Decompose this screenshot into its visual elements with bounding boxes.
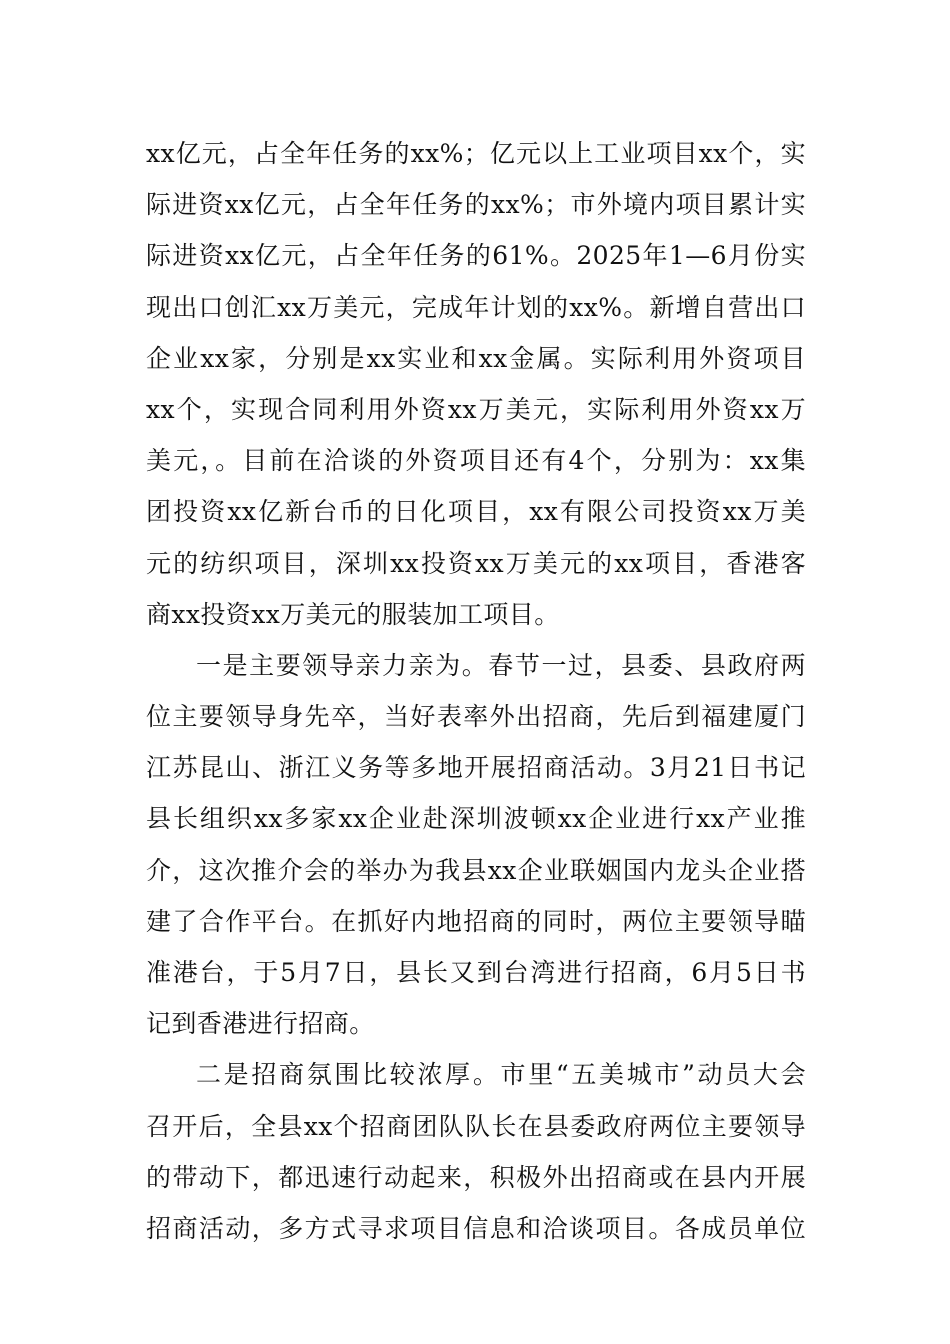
text-line: 企业xx家，分别是xx实业和xx金属。实际利用外资项目 (146, 343, 806, 373)
text-line-first: 二是招商氛围比较浓厚。市里“五美城市”动员大会 (196, 1060, 806, 1090)
text-line: 招商活动，多方式寻求项目信息和洽谈项目。各成员单位 (146, 1213, 806, 1243)
text-line-last: 记到香港进行招商。 (146, 1009, 375, 1039)
text-line: 位主要领导身先卒，当好表率外出招商，先后到福建厦门 (146, 702, 806, 732)
paragraph-2 (146, 640, 806, 1050)
paragraph-3 (146, 1049, 806, 1254)
text-line-last: 商xx投资xx万美元的服装加工项目。 (146, 599, 560, 629)
text-line: 县长组织xx多家xx企业赴深圳波顿xx企业进行xx产业推 (146, 804, 806, 834)
text-line: 的带动下，都迅速行动起来，积极外出招商或在县内开展 (146, 1162, 806, 1192)
text-line: 建了合作平台。在抓好内地招商的同时，两位主要领导瞄 (146, 906, 806, 936)
text-line: 现出口创汇xx万美元，完成年计划的xx%。新增自营出口 (146, 292, 806, 322)
text-line: 际进资xx亿元，占全年任务的xx%；市外境内项目累计实 (146, 190, 806, 220)
text-line: 际进资xx亿元，占全年任务的61%。2025年1—6月份实 (146, 241, 806, 271)
text-line: 准港台，于5月7日，县长又到台湾进行招商，6月5日书 (146, 958, 806, 987)
text-line-first: 一是主要领导亲力亲为。春节一过，县委、县政府两 (196, 650, 806, 680)
text-line: 召开后，全县xx个招商团队队长在县委政府两位主要领导 (146, 1111, 806, 1141)
text-line: xx个，实现合同利用外资xx万美元，实际利用外资xx万 (146, 394, 806, 424)
paragraph-1 (146, 128, 806, 640)
text-line: xx亿元，占全年任务的xx%；亿元以上工业项目xx个，实 (146, 139, 806, 168)
text-line: 团投资xx亿新台币的日化项目，xx有限公司投资xx万美 (146, 497, 806, 527)
document-body (146, 128, 806, 1254)
text-line: 美元，。目前在洽谈的外资项目还有4个，分别为：xx集 (146, 446, 806, 476)
text-line: 介，这次推介会的举办为我县xx企业联姻国内龙头企业搭 (146, 855, 806, 885)
text-line: 江苏昆山、浙江义务等多地开展招商活动。3月21日书记 (146, 753, 806, 783)
text-line: 元的纺织项目，深圳xx投资xx万美元的xx项目，香港客 (146, 548, 806, 578)
